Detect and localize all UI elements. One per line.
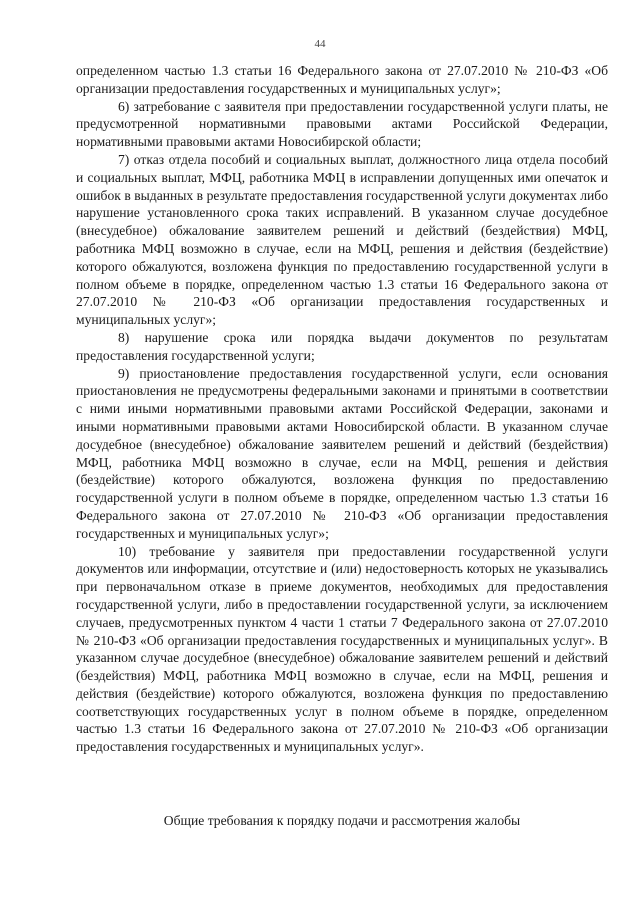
page-number: 44 <box>314 38 326 50</box>
paragraph-item-10: 10) требование у заявителя при предоставлении государственной услуги документов или информации, отсутствие и (или) недостоверность которых не указывались при первоначальном отказе в приеме документов, необходимых для предоставления государственной услуги, либо в предоставлении государственной услуги, за исключением случаев, предусмотренных пунктом 4 части 1 статьи 7 Федерального закона от 27.07.2010 № 210-ФЗ «Об организации предоставления государственных и муниципальных услуг». В указанном случае досудебное (внесудебное) обжалование заявителем решений и действий (бездействия) МФЦ, работника МФЦ возможно в случае, если на МФЦ, решения и действия (бездействие) которого обжалуются, возложена функция по предоставлению соответствующих государственных услуг в полном объеме в порядке, определенном частью 1.3 статьи 16 Федерального закона от 27.07.2010 № 210-ФЗ «Об организации предоставления государственных и муниципальных услуг». <box>76 543 608 755</box>
paragraph-item-8: 8) нарушение срока или порядка выдачи документов по результатам предоставления государственной услуги; <box>76 329 608 363</box>
paragraph-item-9: 9) приостановление предоставления государственной услуги, если основания приостановления не предусмотрены федеральными законами и принятыми в соответствии с ними иными нормативными правовыми актами Российской Федерации, законами и иными нормативными правовыми актами Новосибирской области. В указанном случае досудебное (внесудебное) обжалование заявителем решений и действий (бездействия) МФЦ, работника МФЦ возможно в случае, если на МФЦ, решения и действия (бездействие) которого обжалуются, возложена функция по предоставлению государственной услуги в полном объеме в порядке, определенном частью 1.3 статьи 16 Федерального закона от 27.07.2010 № 210-ФЗ «Об организации предоставления государственных и муниципальных услуг»; <box>76 365 608 541</box>
paragraph-item-7: 7) отказ отдела пособий и социальных выплат, должностного лица отдела пособий и социальных выплат, МФЦ, работника МФЦ в исправлении допущенных ими опечаток и ошибок в выданных в результате предоставления государственной услуги документах либо нарушение установленного срока таких исправлений. В указанном случае досудебное (внесудебное) обжалование заявителем решений и действий (бездействия) МФЦ, работника МФЦ возможно в случае, если на МФЦ, решения и действия (бездействие) которого обжалуются, возложена функция по предоставлению государственной услуги в полном объеме в порядке, определенном частью 1.3 статьи 16 Федерального закона от 27.07.2010 № 210-ФЗ «Об организации предоставления государственных и муниципальных услуг»; <box>76 151 608 328</box>
paragraph-continuation: определенном частью 1.3 статьи 16 Федерального закона от 27.07.2010 № 210-ФЗ «Об организации предоставления государственных и муниципальных услуг»; <box>76 63 608 96</box>
paragraph-item-6: 6) затребование с заявителя при предоставлении государственной услуги платы, не предусмотренной нормативными правовыми актами Российской Федерации, нормативными правовыми актами Новосибирской области; <box>76 98 608 150</box>
section-heading: Общие требования к порядку подачи и рассмотрения жалобы <box>163 813 521 828</box>
body-text <box>76 62 608 756</box>
